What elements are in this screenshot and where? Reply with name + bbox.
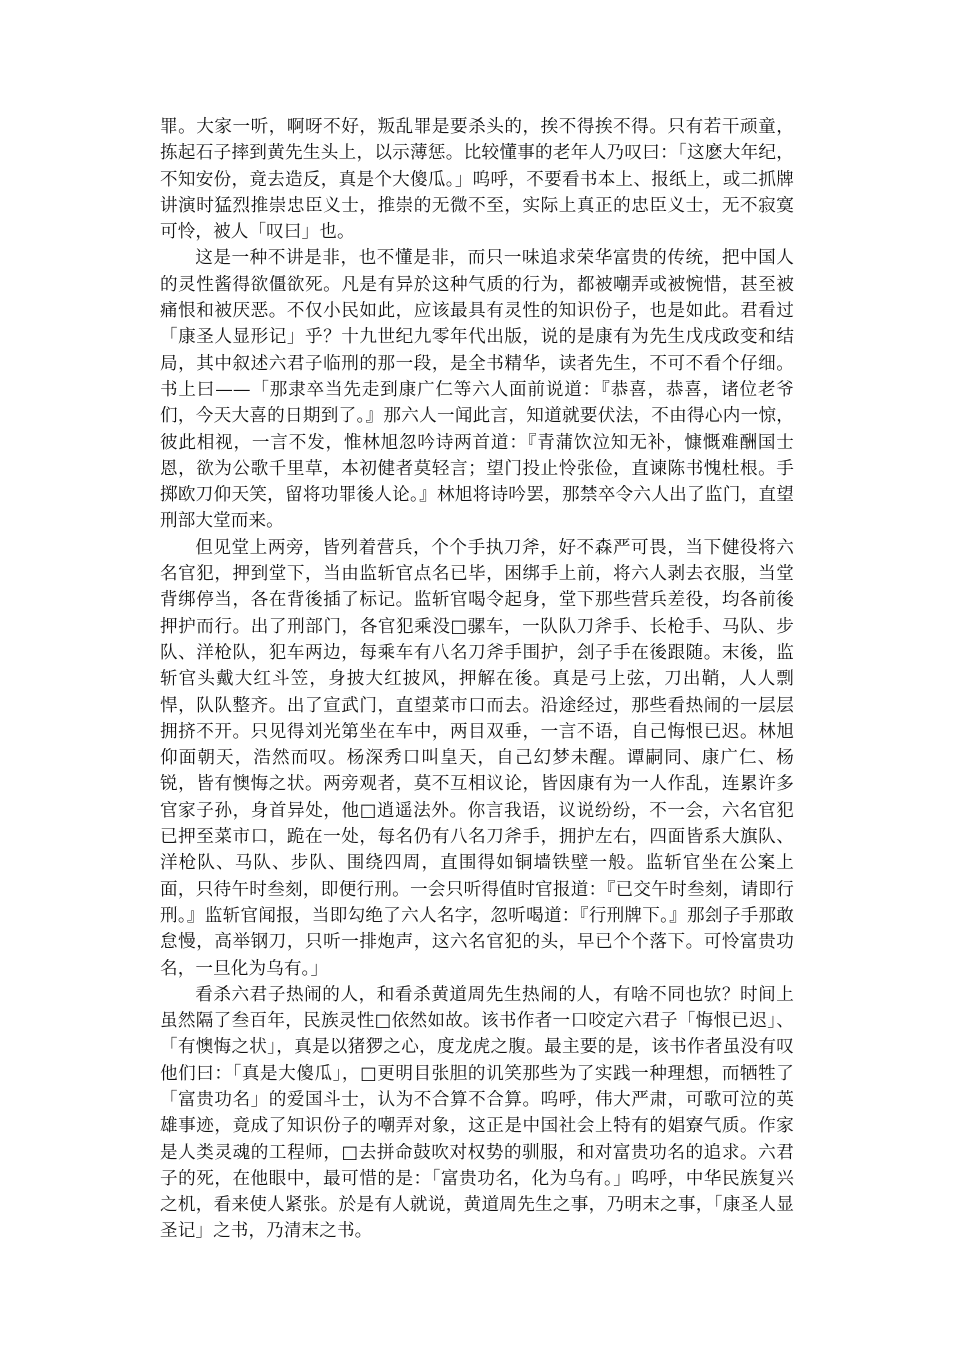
paragraph-4: 看杀六君子热闹的人，和看杀黄道周先生热闹的人，有啥不同也欤？时间上虽然隔了叁百年，民族灵性□依然如故。该书作者一口咬定六君子「悔恨已迟」、「有懊悔之状」，真是以猪猡之心，度龙虎之腹。最主要的是，该书作者虽没有叹他们曰：「真是大傻瓜」，□更明目张胆的讥笑那些为了实践一种理想，而牺牲了「富贵功名」的爱国斗士，认为不合算不合算。呜呼，伟大严肃，可歌可泣的英雄事迹，竟成了知识份子的嘲弄对象，这正是中国社会上特有的娼寮气质。作家是人类灵魂的工程师，□去拼命鼓吹对权势的驯服，和对富贵功名的追求。六君子的死，在他眼中，最可惜的是：「富贵功名，化为乌有。」呜呼，中华民族复兴之机，看来使人紧张。於是有人就说，黄道周先生之事，乃明末之事，「康圣人显圣记」之书，乃清末之书。: [160, 984, 794, 1242]
paragraph-3: 但见堂上两旁，皆列着营兵，个个手执刀斧，好不森严可畏，当下健役将六名官犯，押到堂下，当由监斩官点名已毕，困绑手上前，将六人剥去衣服，当堂背绑停当，各在背後插了标记。监斩官喝令起身，堂下那些营兵差役，均各前後押护而行。出了刑部门，各官犯乘没□骡车，一队队刀斧手、长枪手、马队、步队、洋枪队，犯车两边，每乘车有八名刀斧手围护，刽子手在後跟随。末後，监斩官头戴大红斗笠，身披大红披风，押解在後。真是弓上弦，刀出鞘，人人剽悍，队队整齐。出了宣武门，直望菜市口而去。沿途经过，那些看热闹的一层层拥挤不开。只见得刘光第坐在车中，两目双垂，一言不语，自己悔恨已迟。林旭仰面朝天，浩然而叹。杨深秀口叫皇天，自己幻梦未醒。谭嗣同、康广仁、杨锐，皆有懊悔之状。两旁观者，莫不互相议论，皆因康有为一人作乱，连累许多官家子孙，身首异处，他□逍遥法外。你言我语，议说纷纷，不一会，六名官犯已押至菜市口，跪在一处，每名仍有八名刀斧手，拥护左右，四面皆系大旗队、洋枪队、马队、步队、围绕四周，直围得如铜墙铁壁一般。监斩官坐在公案上面，只待午时叁刻，即便行刑。一会只听得值时官报道：『已交午时叁刻，请即行刑。』监斩官闻报，当即勾绝了六人名字，忽听喝道：『行刑牌下。』那刽子手那敢怠慢，高举钢刀，只听一排炮声，这六名官犯的头，早已个个落下。可怜富贵功名，一旦化为乌有。」: [160, 537, 794, 979]
paragraph-2: 这是一种不讲是非，也不懂是非，而只一味追求荣华富贵的传统，把中国人的灵性酱得欲僵欲死。凡是有异於这种气质的行为，都被嘲弄或被惋惜，甚至被痛恨和被厌恶。不仅小民如此，应该最具有灵性的知识份子，也是如此。君看过「康圣人显形记」乎？十九世纪九零年代出版，说的是康有为先生戊戌政变和结局，其中叙述六君子临刑的那一段，是全书精华，读者先生，不可不看个仔细。书上曰——「那隶卒当先走到康广仁等六人面前说道：『恭喜，恭喜，诸位老爷们，今天大喜的日期到了。』那六人一闻此言，知道就要伏法，不由得心内一惊，彼此相视，一言不发，惟林旭忽吟诗两首道：『青蒲饮泣知无补，慷慨难酬国士恩，欲为公歌千里草，本初健者莫轻言；望门投止怜张俭，直谏陈书愧杜根。手掷欧刀仰天笑，留将功罪後人论。』林旭将诗吟罢，那禁卒令六人出了监门，直望刑部大堂而来。: [160, 248, 794, 532]
paragraph-1: 罪。大家一听，啊呀不好，叛乱罪是要杀头的，挨不得挨不得。只有若干顽童，拣起石子摔到黄先生头上，以示薄惩。比较懂事的老年人乃叹曰：「这麽大年纪，不知安份，竟去造反，真是个大傻瓜。」呜呼，不要看书本上、报纸上，或二抓牌讲演时猛烈推崇忠臣义士，推崇的无微不至，实际上真正的忠臣义士，无不寂寞可怜，被人「叹曰」也。: [160, 117, 794, 243]
body-text: [160, 114, 794, 1245]
